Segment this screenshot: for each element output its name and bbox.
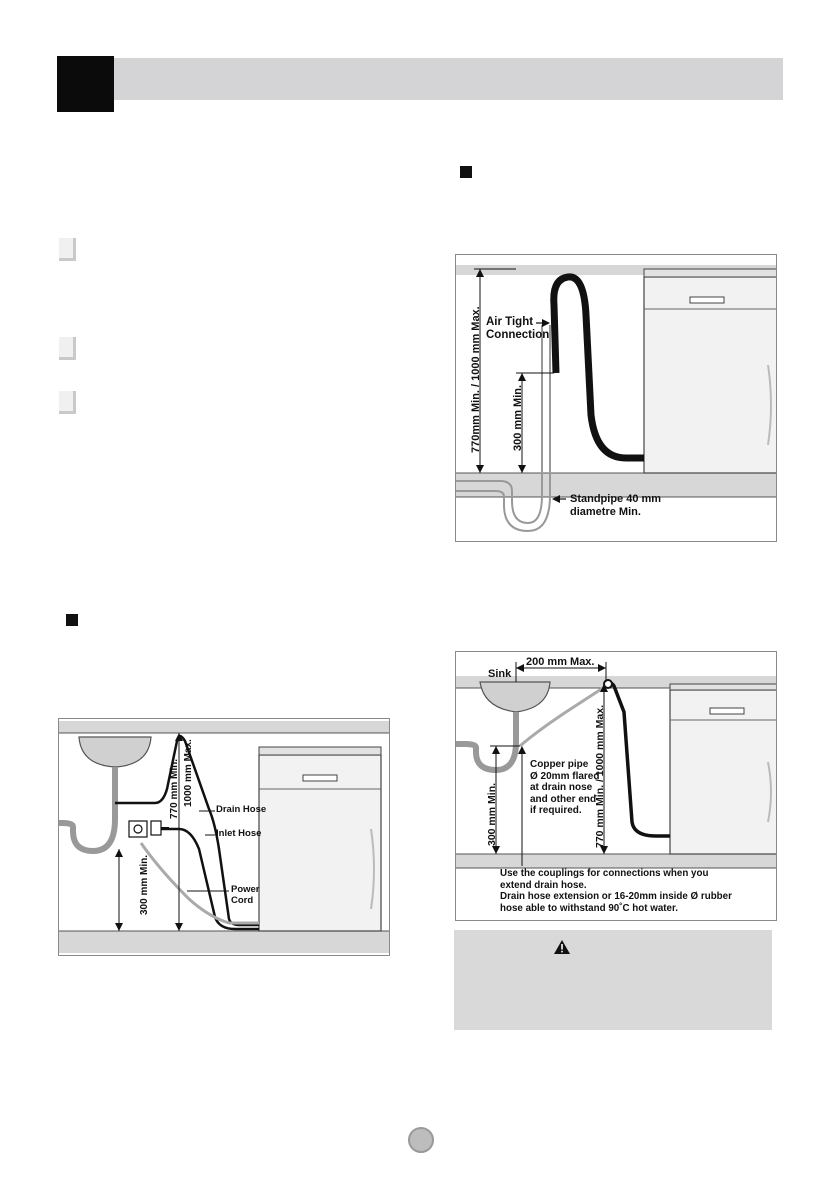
power-cord-line-1: Power [231, 884, 260, 895]
standpipe-label-line1: Standpipe 40 mm [570, 493, 662, 505]
header-bar [113, 58, 783, 100]
drain-hose-note [500, 868, 732, 914]
airtight-label [486, 316, 549, 342]
sink-drain-figure [455, 651, 777, 921]
standpipe-height-label: 300 mm Min. [512, 384, 524, 451]
drain-hose-label: Drain Hose [216, 804, 267, 815]
standpipe-dimension-label: 770mm Min. / 1000 mm Max. [470, 306, 482, 453]
note-line-2: extend drain hose. [500, 879, 587, 891]
copper-line-3: at drain nose [530, 782, 593, 793]
copper-line-1: Copper pipe [530, 759, 589, 770]
note-line-1: Use the couplings for connections when you [500, 868, 709, 879]
airtight-label-line2: Connection [486, 329, 550, 342]
side-max-label: 1000 mm Max. [183, 739, 194, 807]
warning-triangle-icon [554, 940, 570, 954]
section-bullet-sink-side [66, 614, 78, 626]
airtight-label-line1: Air Tight [486, 316, 534, 328]
copper-line-4: and other end [530, 793, 597, 805]
standpipe-label [570, 493, 661, 518]
max-width-label: 200 mm Max. [526, 656, 595, 668]
copper-line-2: Ø 20mm flared [530, 770, 600, 782]
inlet-hose-label: Inlet Hose [216, 828, 262, 839]
standpipe-label-line2: diametre Min. [570, 505, 641, 518]
page-number-badge [408, 1127, 434, 1153]
power-cord-label [231, 885, 260, 907]
step-marker-1 [59, 238, 76, 261]
copper-line-5: if required. [530, 805, 582, 816]
side-height-label: 300 mm Min. [139, 854, 150, 915]
sink-dimension-label: 770 mm Min. / 1000 mm Max. [594, 705, 606, 848]
sink-label: Sink [488, 668, 512, 680]
standpipe-figure [455, 254, 777, 542]
note-line-4: hose able to withstand 90˚C hot water. [500, 902, 679, 914]
sink-side-figure [58, 718, 390, 956]
sink-height-label: 300 mm Min. [486, 782, 498, 846]
step-marker-2 [59, 337, 76, 360]
note-line-3: Drain hose extension or 16-20mm inside Ø rubber [500, 891, 732, 903]
side-min-label: 770 mm Min. [169, 758, 180, 819]
step-marker-3 [59, 391, 76, 414]
copper-pipe-label [530, 759, 599, 817]
header-section-marker [57, 56, 114, 112]
power-cord-line-2: Cord [231, 894, 254, 906]
caution-panel [454, 930, 772, 1030]
section-bullet-standpipe [460, 166, 472, 178]
